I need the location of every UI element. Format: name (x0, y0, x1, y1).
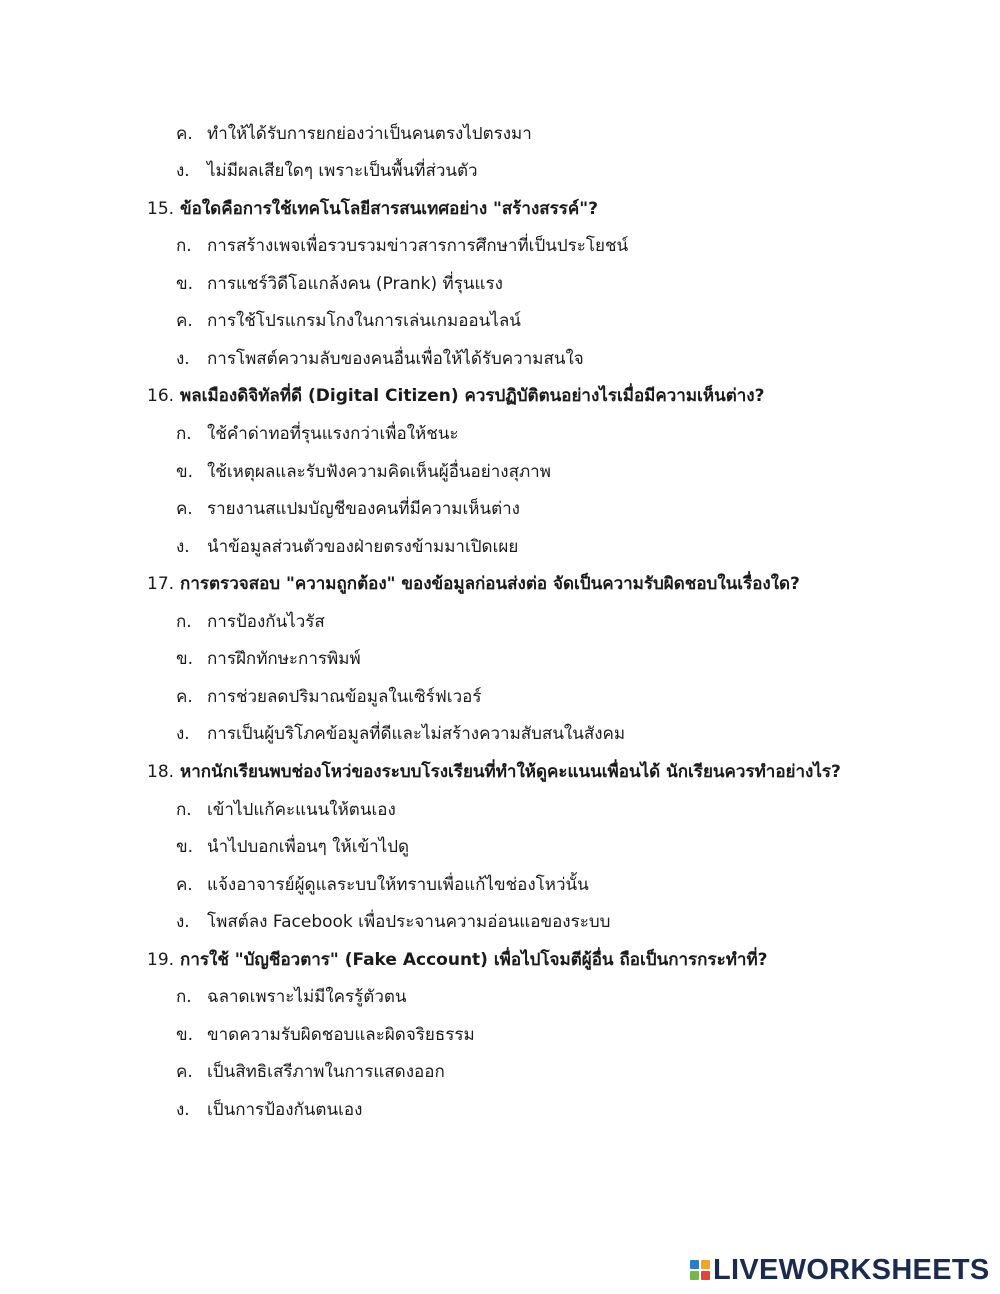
choice-text: การแชร์วิดีโอแกล้งคน (Prank) ที่รุนแรง (207, 274, 503, 294)
choice-item[interactable] (176, 647, 361, 671)
choice-text: การโพสต์ความลับของคนอื่นเพื่อให้ได้รับความสนใจ (207, 349, 584, 369)
choice-item[interactable] (176, 910, 610, 934)
choice-letter: ค. (176, 499, 193, 519)
choice-item[interactable] (176, 873, 589, 897)
choice-letter: ค. (176, 1062, 193, 1082)
choice-item[interactable] (176, 309, 521, 333)
choice-letter: ข. (176, 649, 194, 669)
choice-item[interactable] (176, 835, 409, 859)
question-text: การใช้ "บัญชีอวตาร" (Fake Account) เพื่อไปโจมตีผู้อื่น ถือเป็นการกระทำที่? (180, 950, 768, 970)
choice-text: เป็นการป้องกันตนเอง (207, 1100, 363, 1120)
choice-letter: ก. (176, 987, 192, 1007)
choice-letter: ง. (176, 349, 190, 369)
choice-item[interactable] (176, 159, 478, 183)
choice-text: การฝึกทักษะการพิมพ์ (207, 649, 361, 669)
choice-text: นำไปบอกเพื่อนๆ ให้เข้าไปดู (207, 837, 410, 857)
choice-letter: ค. (176, 875, 193, 895)
choice-letter: ก. (176, 236, 192, 256)
choice-text: นำข้อมูลส่วนตัวของฝ่ายตรงข้ามมาเปิดเผย (207, 537, 519, 557)
choice-item[interactable] (176, 985, 407, 1009)
choice-letter: ค. (176, 124, 193, 144)
choice-text: เข้าไปแก้คะแนนให้ตนเอง (207, 800, 396, 820)
choice-item[interactable] (176, 497, 520, 521)
choice-item[interactable] (176, 610, 325, 634)
choice-text: โพสต์ลง Facebook เพื่อประจานความอ่อนแอของระบบ (207, 912, 611, 932)
question-text: หากนักเรียนพบช่องโหว่ของระบบโรงเรียนที่ทำให้ดูคะแนนเพื่อนได้ นักเรียนควรทำอย่างไร? (180, 762, 841, 782)
question-19 (147, 948, 768, 972)
question-number: 16. (147, 386, 175, 406)
choice-letter: ข. (176, 1025, 194, 1045)
choice-text: เป็นสิทธิเสรีภาพในการแสดงออก (207, 1062, 445, 1082)
choice-item[interactable] (176, 272, 503, 296)
choice-item[interactable] (176, 1060, 445, 1084)
choice-letter: ก. (176, 424, 192, 444)
question-text: การตรวจสอบ "ความถูกต้อง" ของข้อมูลก่อนส่งต่อ จัดเป็นความรับผิดชอบในเรื่องใด? (180, 574, 800, 594)
choice-letter: ค. (176, 311, 193, 331)
question-18 (147, 760, 841, 784)
question-number: 15. (147, 199, 175, 219)
choice-letter: ก. (176, 800, 192, 820)
question-text: พลเมืองดิจิทัลที่ดี (Digital Citizen) ควรปฏิบัติตนอย่างไรเมื่อมีความเห็นต่าง? (180, 386, 765, 406)
logo-square (690, 1271, 699, 1280)
choice-letter: ข. (176, 274, 194, 294)
choice-letter: ข. (176, 837, 194, 857)
choice-text: ขาดความรับผิดชอบและผิดจริยธรรม (207, 1025, 475, 1045)
choice-text: การเป็นผู้บริโภคข้อมูลที่ดีและไม่สร้างความสับสนในสังคม (207, 724, 626, 744)
choice-letter: ข. (176, 462, 194, 482)
logo-square (701, 1260, 710, 1269)
question-17 (147, 572, 800, 596)
choice-letter: ง. (176, 912, 190, 932)
choice-item[interactable] (176, 422, 459, 446)
liveworksheets-logo[interactable] (690, 1253, 990, 1287)
logo-square (701, 1271, 710, 1280)
choice-letter: ค. (176, 687, 193, 707)
question-text: ข้อใดคือการใช้เทคโนโลยีสารสนเทศอย่าง "สร้างสรรค์"? (180, 199, 598, 219)
choice-text: ใช้เหตุผลและรับฟังความคิดเห็นผู้อื่นอย่างสุภาพ (207, 462, 551, 482)
choice-item[interactable] (176, 535, 518, 559)
choice-letter: ง. (176, 1100, 190, 1120)
choice-text: การช่วยลดปริมาณข้อมูลในเซิร์ฟเวอร์ (207, 687, 482, 707)
choice-text: ใช้คำด่าทอที่รุนแรงกว่าเพื่อให้ชนะ (207, 424, 459, 444)
choice-text: การป้องกันไวรัส (207, 612, 325, 632)
question-15 (147, 197, 598, 221)
choice-letter: ง. (176, 161, 190, 181)
choice-text: การใช้โปรแกรมโกงในการเล่นเกมออนไลน์ (207, 311, 521, 331)
choice-item[interactable] (176, 1098, 362, 1122)
choice-item[interactable] (176, 685, 482, 709)
question-number: 17. (147, 574, 175, 594)
choice-text: ทำให้ได้รับการยกย่องว่าเป็นคนตรงไปตรงมา (207, 124, 532, 144)
question-number: 19. (147, 950, 175, 970)
logo-square (690, 1260, 699, 1269)
choice-text: การสร้างเพจเพื่อรวบรวมข่าวสารการศึกษาที่เป็นประโยชน์ (207, 236, 629, 256)
choice-text: ฉลาดเพราะไม่มีใครรู้ตัวตน (207, 987, 407, 1007)
logo-squares-icon (690, 1260, 710, 1280)
choice-text: แจ้งอาจารย์ผู้ดูแลระบบให้ทราบเพื่อแก้ไขช่องโหว่นั้น (207, 875, 589, 895)
choice-text: รายงานสแปมบัญชีของคนที่มีความเห็นต่าง (207, 499, 520, 519)
choice-item[interactable] (176, 347, 584, 371)
choice-item[interactable] (176, 1023, 475, 1047)
logo-text: LIVEWORKSHEETS (713, 1253, 990, 1286)
choice-item[interactable] (176, 122, 532, 146)
choice-text: ไม่มีผลเสียใดๆ เพราะเป็นพื้นที่ส่วนตัว (207, 161, 478, 181)
choice-letter: ก. (176, 612, 192, 632)
question-number: 18. (147, 762, 175, 782)
choice-item[interactable] (176, 722, 625, 746)
choice-letter: ง. (176, 537, 190, 557)
choice-item[interactable] (176, 460, 551, 484)
choice-item[interactable] (176, 798, 396, 822)
question-16 (147, 384, 764, 408)
choice-letter: ง. (176, 724, 190, 744)
choice-item[interactable] (176, 234, 628, 258)
